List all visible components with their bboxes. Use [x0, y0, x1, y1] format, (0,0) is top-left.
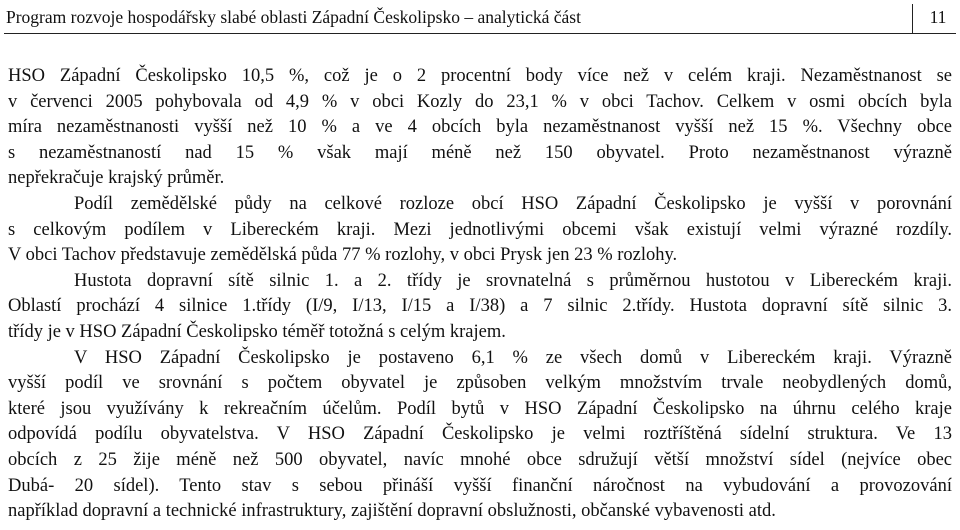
- paragraph-start-line: V HSO Západní Českolipsko je postaveno 6,1 % ze všech domů v Libereckém kraji. Výrazně: [74, 347, 952, 368]
- page-header: [4, 4, 956, 34]
- page-number: 11: [929, 7, 947, 27]
- header-title: Program rozvoje hospodářsky slabé oblasti Západní Českolipsko – analytická část: [6, 7, 581, 27]
- text-line: které jsou využívány k rekreačním účelům. Podíl bytů v HSO Západní Českolipsko na úhrnu celého kraje: [8, 398, 952, 419]
- text-line: třídy je v HSO Západní Českolipsko téměř totožná s celým krajem.: [8, 321, 506, 342]
- text-line: nepřekračuje krajský průměr.: [8, 168, 225, 189]
- text-line: míra nezaměstnanosti vyšší než 10 % a ve 4 obcích byla nezaměstnanost vyšší než 15 %. Všechny obce: [8, 117, 952, 138]
- text-line: HSO Západní Českolipsko 10,5 %, což je o 2 procentní body více než v celém kraji. Nezaměstnanost se: [8, 66, 952, 86]
- document-body: [8, 64, 952, 525]
- text-line: v červenci 2005 pohybovala od 4,9 % v obci Kozly do 23,1 % v obci Tachov. Celkem v osmi obcích byla: [8, 91, 952, 112]
- text-line: například dopravní a technické infrastruktury, zajištění dopravní obslužnosti, občanské vybavenosti atd.: [8, 501, 776, 522]
- text-line: s celkovým podílem v Libereckém kraji. Mezi jednotlivými obcemi však existují velmi výrazné rozdíly.: [8, 219, 952, 240]
- paragraph-start-line: Hustota dopravní sítě silnic 1. a 2. třídy je srovnatelná s průměrnou hustotou v Libereckém kraji.: [74, 270, 952, 291]
- paragraph-start-line: Podíl zemědělské půdy na celkové rozloze obcí HSO Západní Českolipsko je vyšší v porovnání: [74, 193, 952, 214]
- text-line: Oblastí prochází 4 silnice 1.třídy (I/9, I/13, I/15 a I/38) a 7 silnic 2.třídy. Hustota dopravní sítě silnic 3.: [8, 296, 952, 317]
- text-line: vyšší podíl ve srovnání s počtem obyvatel je způsoben velkým množstvím trvale neobydlených domů,: [8, 373, 952, 394]
- text-line: obcích z 25 žije méně než 500 obyvatel, navíc mnohé obce sdružují větší množství sídel (nejvíce obec: [8, 449, 952, 470]
- header-divider: [912, 4, 913, 33]
- text-line: odpovídá podílu obyvatelstva. V HSO Západní Českolipsko je velmi roztříštěná sídelní struktura. Ve 13: [8, 424, 952, 445]
- text-line: V obci Tachov představuje zemědělská půda 77 % rozlohy, v obci Prysk jen 23 % rozlohy.: [8, 245, 678, 266]
- text-line: s nezaměstnaností nad 15 % však mají méně než 150 obyvatel. Proto nezaměstnanost výrazně: [8, 142, 952, 163]
- text-line: Dubá- 20 sídel). Tento stav s sebou přináší vyšší finanční náročnost na vybudování a provozování: [8, 475, 952, 496]
